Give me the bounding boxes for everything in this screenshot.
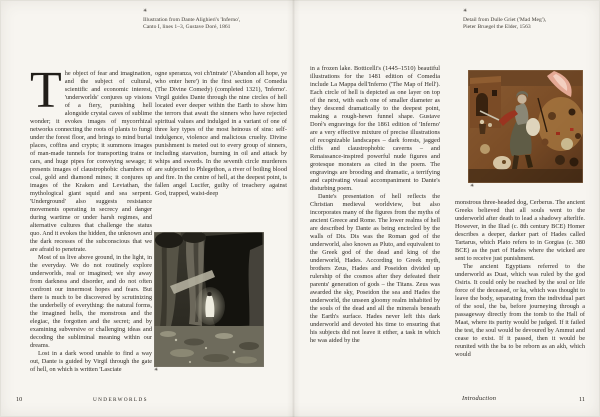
asterisk-marker-icon: ✳ [143, 9, 148, 14]
bruegel-painting-figure [468, 70, 583, 183]
caption-line: Pieter Bruegel the Elder, 1563 [463, 24, 531, 31]
paragraph: Dante's presentation of hell reflects the Christian medieval worldview, but also incorporates many of the figures from the myths of ancient Greece and Rome. The lower realms of hell are described by Dante as being encircled by the walls of Dis. Dis was the Roman god of the underworld, also known as Pluto, and equivalent to the Greek god of the dead and king of the underworld, Hades. According to Greek myth, brothers Zeus, Hades and Poseidon divided up rulership of the cosmos after they defeated their parents' generation of gods – the Titans. Zeus was awarded the sky, Poseidon the sea and Hades the underworld, the unseen gloomy realm inhabited by the souls of the dead and all the minerals beneath the Earth's surface. Hades never left this dark underworld and devoted his time to ensuring that his subjects did not leave it either, a task in which he was aided by the [310, 193, 440, 344]
caption-line: Canto I, lines 1–3, Gustave Doré, 1861 [143, 24, 231, 31]
paragraph: in a frozen lake. Botticelli's (1445–1510) beautiful illustrations for the 1481 edition of Comedia include La Mappa dell'Inferno ('The Map of Hell'). Each circle of hell is depicted as one layer on top of the next, with each one of smaller diameter as they descend dramatically to the deepest point, making a rough-hewn funnel shape. Gustave Doré's engravings for the 1861 edition of 'Inferno' are a very effective mixture of precise illustrations of recognizable landscapes – dark forests, jagged cliffs and claustrophobic caverns – and Renaissance-inspired powerful nude figures and grotesque monsters as cited in the poem. The engravings are brooding and dramatic, a terrifying and captivating visual accompaniment to Dante's disturbing poem. [310, 65, 440, 192]
asterisk-marker-icon: ✳ [154, 368, 159, 373]
asterisk-marker-icon: ✳ [463, 9, 468, 14]
running-title-right: Introduction [462, 395, 497, 402]
paragraph-list [30, 254, 152, 374]
paragraph: monstrous three-headed dog, Cerberus. The ancient Greeks believed that all souls went to the underworld after death to lead a shadowy afterlife. However, in the Iliad (c. 8th century BCE) Homer describes a deeper, darker part of Hades called Tartarus, which Plato refers to in Gorgias (c. 380 BCE) as the part of Hades where the wicked are sent to receive just punishment. [455, 199, 585, 262]
dore-engraving-image [154, 232, 264, 367]
paragraph: Most of us live above ground, in the light, in the everyday. We do not routinely explore underworlds, real or imagined; we shy away from darkness and disorder, and do not often confront our innermost hopes and fears. But there is much to be discovered by scrutinizing the underbelly of everything: the natural forms, the imagined hells, the monstrous and the elegiac, the forgotten and the secret; and by examining subversive or challenging ideas and decoding the subliminal meaning within our dreams. [30, 254, 152, 349]
text-column-3 [310, 65, 440, 378]
dore-engraving-figure [154, 232, 264, 367]
running-title-left: UNDERWORLDS [93, 397, 148, 403]
page-number-left: 10 [16, 396, 23, 403]
caption-bruegel [463, 9, 546, 32]
paragraph: ogne speranza, voi ch'intrate' ('Abandon all hope, ye who enter here') in the first section of Comedia (The Divine Comedy) (completed 1321), 'Inferno'. Virgil guides Dante through the nine circles of hell located ever deeper within the Earth to show him the terrors that await the sinners who have rejected spiritual values and indulged in a variant of one of three key types of the most heinous of sins: self-indulgence, violence and malicious cruelty. Divine punishment is meted out to every group of sinners, including starvation, burning in oil and attack by whips and swords. In the seventh circle murderers are subjected to Phlegethon, a river of boiling blood and fire. In the centre of hell, at the deepest point, is fallen angel Lucifer, guilty of treachery against God, trapped, waist-deep [155, 70, 287, 197]
text-column-1 [30, 70, 152, 380]
bruegel-painting-image [468, 70, 583, 183]
caption-dore [143, 9, 240, 32]
asterisk-marker-icon: ✳ [470, 184, 475, 189]
paragraph [30, 70, 152, 254]
paragraph-list [155, 70, 287, 198]
dropcap-letter: T [30, 70, 62, 119]
paragraph: Lost in a dark wood unable to find a way out, Dante is guided by Virgil through the gate of hell, on which is written 'Lasciate [30, 350, 152, 373]
paragraph-list [455, 199, 585, 359]
caption-line: Detail from Dulle Griet ('Mad Meg'), [463, 17, 547, 23]
text-column-4 [455, 199, 585, 377]
page-gutter [287, 0, 300, 417]
caption-line: Illustration from Dante Alighieri's 'Inferno', [143, 17, 241, 23]
paragraph-list [310, 65, 440, 345]
text-column-2 [155, 70, 287, 236]
page-number-right: 11 [579, 396, 585, 403]
paragraph: The ancient Egyptians referred to the underworld as Duat, which was ruled by the god Osiris. It could only be reached by the soul or life force of the deceased, or ka, which was thought to leave the body, separating from the individual part of the soul, the ba, before journeying through a passageway directly from the tomb to the Hall of Maat, where its purity would be judged. If it failed the test, the soul would be devoured by Ammut and cease to exist. If it passed, then it would be reunited with the ba to be reborn as an akh, which would [455, 263, 585, 358]
opening-text: he object of fear and imagination, and the subject of cultural, scientific and economic interest, 'underworlds' conjures up visions of a fiery, punishing hell alongside crystal caves of sublime wonder; it evokes images of mycorrhizal networks connecting the roots of plants to fungi under the forest floor, and brings to mind burial places, coffins and crypts; it summons images of man-made tunnels for transporting trains or cars, and huge pipes for conveying sewage; it presents images of claustrophobic chambers of coal, gold and diamond mines; it conjures up images of the Kraken and Leviathan, the mythological giant squid and sea serpent. 'Underground' also suggests resistance movements operating in secrecy and danger during wartime or under harsh regimes, and alternative cultures that challenge the status quo. And it evokes the hidden, the unknown and the dark recesses of the subconscious that we are afraid to penetrate. [30, 70, 152, 253]
